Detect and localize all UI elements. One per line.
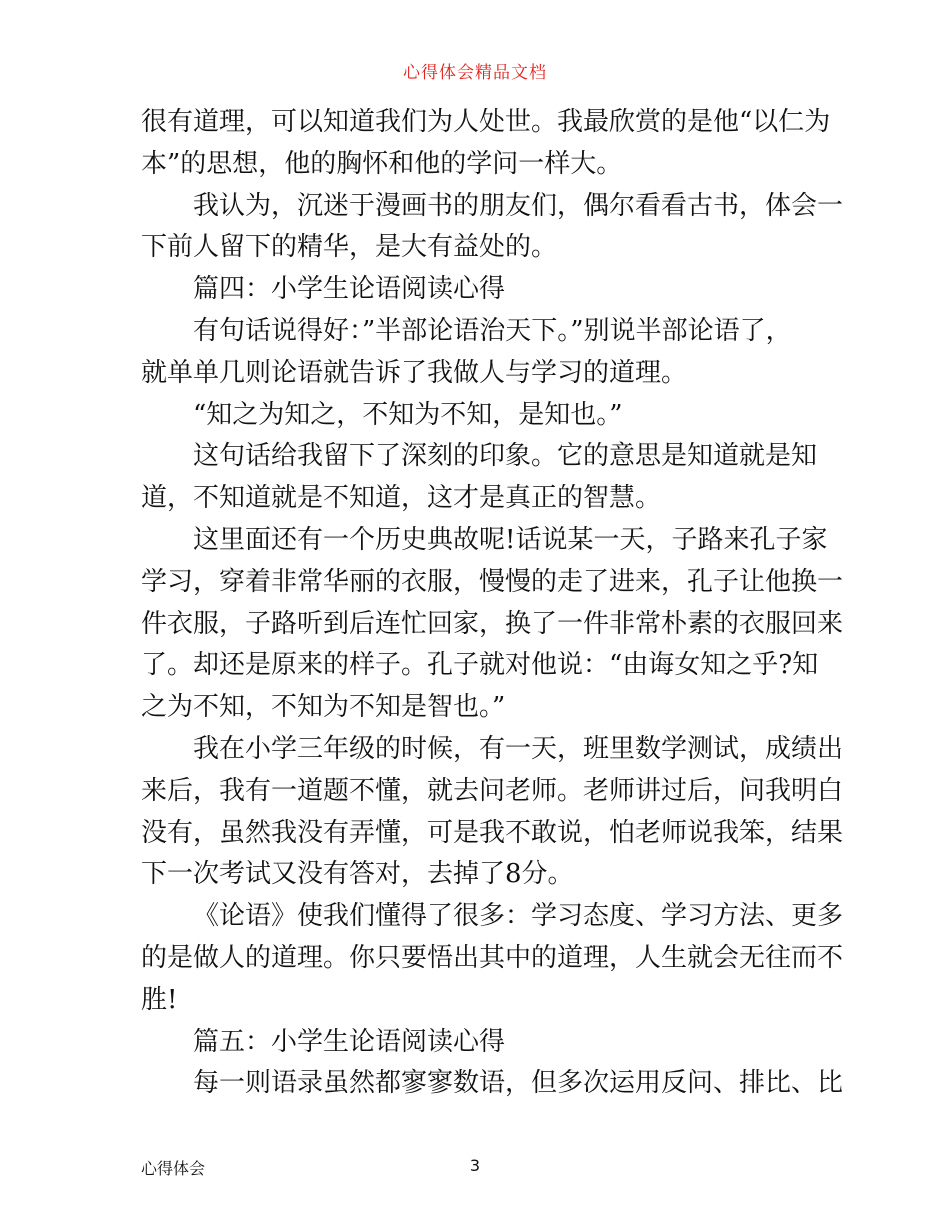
text-line: 这里面还有一个历史典故呢!话说某一天，子路来孔子家 <box>193 524 828 555</box>
text-line: 就单单几则论语就告诉了我做人与学习的道理。 <box>141 357 688 388</box>
text-line: 我认为，沉迷于漫画书的朋友们，偶尔看看古书，体会一 <box>193 190 844 221</box>
paragraph <box>141 729 844 896</box>
text-line: 了。却还是原来的样子。孔子就对他说：“由诲女知之乎?知 <box>141 650 819 681</box>
text-line: 我在小学三年级的时候，有一天，班里数学测试，成绩出 <box>193 733 844 764</box>
text-line: 每一则语录虽然都寥寥数语，但多次运用反问、排比、比 <box>193 1068 844 1099</box>
text-line: 下前人留下的精华，是大有益处的。 <box>141 232 558 263</box>
text-line: 之为不知，不知为不知是智也。” <box>141 692 506 723</box>
footer-label: 心得体会 <box>141 1159 206 1178</box>
paragraph <box>141 186 844 270</box>
paragraph <box>141 896 844 1021</box>
text-line: 下一次考试又没有答对，去掉了8分。 <box>141 859 574 890</box>
text-line: 的是做人的道理。你只要悟出其中的道理，人生就会无往而不 <box>141 942 844 973</box>
text-line: 件衣服，子路听到后连忙回家，换了一件非常朴素的衣服回来 <box>141 608 844 639</box>
text-line: “知之为知之，不知为不知，是知也。” <box>193 399 623 430</box>
paragraph <box>141 436 818 520</box>
text-line: 这句话给我留下了深刻的印象。它的意思是知道就是知 <box>193 441 818 472</box>
text-line: 本”的思想，他的胸怀和他的学问一样大。 <box>141 148 623 179</box>
paragraph <box>141 1063 844 1105</box>
text-line: 胜! <box>141 984 178 1015</box>
text-line: 篇四：小学生论语阅读心得 <box>193 274 506 305</box>
text-line: 很有道理，可以知道我们为人处世。我最欣赏的是他“以仁为 <box>141 107 831 137</box>
paragraph <box>141 520 844 729</box>
paragraph <box>141 102 831 186</box>
section-heading <box>141 1022 811 1064</box>
quote-paragraph <box>141 395 811 437</box>
text-line: 篇五：小学生论语阅读心得 <box>193 1026 506 1057</box>
text-line: 有句话说得好：”半部论语治天下。”别说半部论语了， <box>193 315 792 346</box>
section-heading <box>141 269 811 311</box>
text-line: 《论语》使我们懂得了很多：学习态度、学习方法、更多 <box>193 901 844 932</box>
document-body <box>141 102 844 1105</box>
text-line: 道，不知道就是不知道，这才是真正的智慧。 <box>141 483 662 514</box>
paragraph <box>141 311 811 395</box>
text-line: 学习，穿着非常华丽的衣服，慢慢的走了进来，孔子让他换一 <box>141 566 844 597</box>
page-header-title: 心得体会精品文档 <box>403 63 547 83</box>
page-number: 3 <box>469 1156 481 1175</box>
text-line: 没有，虽然我没有弄懂，可是我不敢说，怕老师说我笨，结果 <box>141 817 844 848</box>
text-line: 来后，我有一道题不懂，就去问老师。老师讲过后，问我明白 <box>141 775 844 806</box>
